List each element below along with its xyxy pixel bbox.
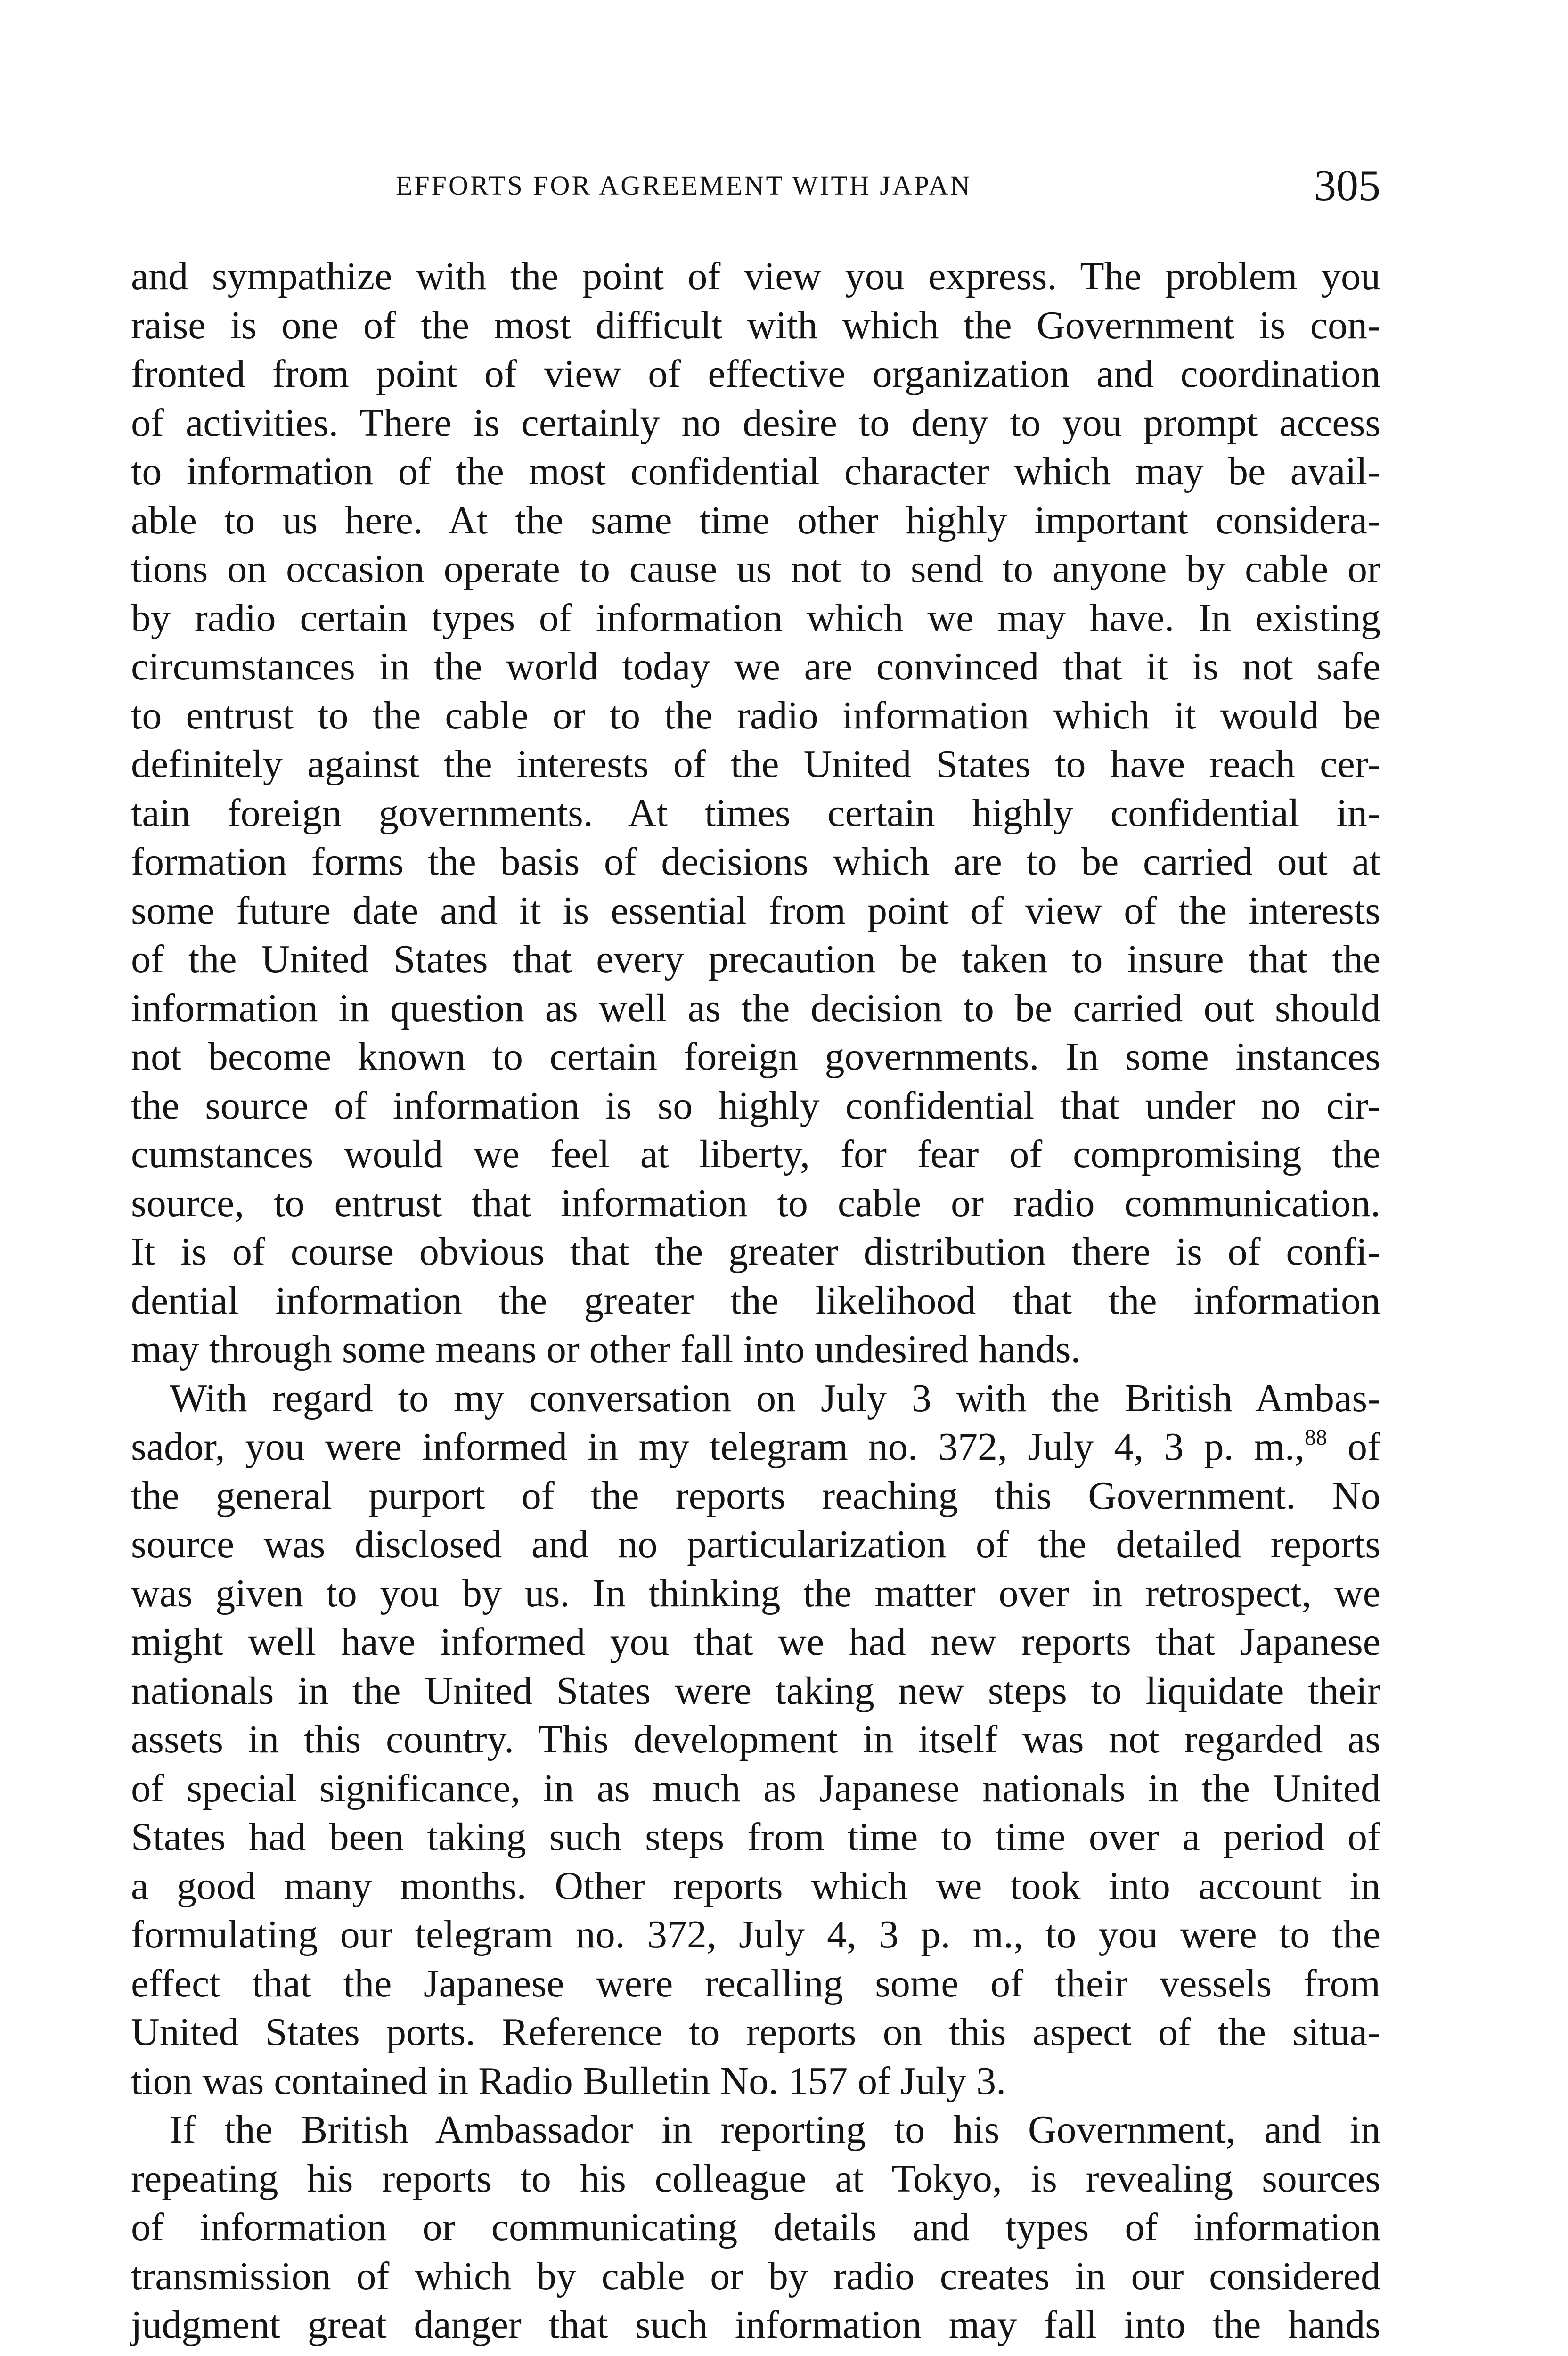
text-line: It is of course obvious that the greater distribution there is of confi- [131,1230,1380,1274]
text-segment: of [1327,1425,1380,1469]
text-line: of activities. There is certainly no desire to deny to you prompt access [131,401,1380,445]
text-line: to entrust to the cable or to the radio information which it would be [131,693,1380,737]
text-line: With regard to my conversation on July 3 with the British Ambas- [170,1376,1380,1420]
text-line: source was disclosed and no particularization of the detailed reports [131,1522,1380,1566]
text-line: tions on occasion operate to cause us not to send to anyone by cable or [131,547,1380,591]
text-line: transmission of which by cable or by radio creates in our considered [131,2254,1380,2298]
text-line: States had been taking such steps from time to time over a period of [131,1815,1380,1859]
footnote-reference: 88 [1304,1425,1327,1450]
text-line: to information of the most confidential character which may be avail- [131,450,1380,493]
text-line: fronted from point of view of effective organization and coordination [131,352,1380,396]
text-line: of the United States that every precaution be taken to insure that the [131,937,1380,981]
text-line: effect that the Japanese were recalling some of their vessels from [131,1961,1380,2005]
text-line: by radio certain types of information which we may have. In existing [131,596,1380,640]
text-line: the source of information is so highly confidential that under no cir- [131,1083,1380,1128]
text-line: raise is one of the most difficult with which the Government is con- [131,303,1380,347]
text-segment: sador, you were informed in my telegram no. 372, July 4, 3 p. m., [131,1425,1305,1469]
text-line: repeating his reports to his colleague at Tokyo, is revealing sources [131,2156,1380,2201]
text-line: assets in this country. This development in itself was not regarded as [131,1718,1380,1761]
text-line: and sympathize with the point of view you express. The problem you [131,254,1380,298]
text-line: formation forms the basis of decisions which are to be carried out at [131,840,1380,884]
text-line: cumstances would we feel at liberty, for fear of compromising the [131,1132,1380,1176]
running-title: EFFORTS FOR AGREEMENT WITH JAPAN [396,170,972,201]
text-line: not become known to certain foreign governments. In some instances [131,1035,1380,1079]
text-line: of information or communicating details and types of information [131,2205,1380,2249]
text-line: a good many months. Other reports which we took into account in [131,1864,1380,1908]
text-line: nationals in the United States were taking new steps to liquidate their [131,1669,1380,1713]
text-line: able to us here. At the same time other highly important considera- [131,498,1380,542]
text-line: United States ports. Reference to reports on this aspect of the situa- [131,2010,1380,2054]
text-line: judgment great danger that such information may fall into the hands [131,2303,1380,2347]
text-line: definitely against the interests of the United States to have reach cer- [131,742,1380,786]
text-line: of special significance, in as much as Japanese nationals in the United [131,1766,1380,1810]
text-line: information in question as well as the decision to be carried out should [131,986,1380,1030]
text-line: If the British Ambassador in reporting to his Government, and in [170,2108,1380,2151]
text-line: tion was contained in Radio Bulletin No. 157 of July 3. [131,2059,1006,2103]
text-line: source, to entrust that information to cable or radio communication. [131,1181,1380,1225]
text-line: was given to you by us. In thinking the matter over in retrospect, we [131,1571,1380,1615]
body-text [131,252,1380,2349]
text-line: might well have informed you that we had new reports that Japanese [131,1620,1380,1664]
text-line: may through some means or other fall into undesired hands. [131,1327,1081,1371]
text-line: tain foreign governments. At times certain highly confidential in- [131,791,1380,835]
running-header [0,160,1380,210]
text-line: dential information the greater the likelihood that the information [131,1278,1380,1323]
page-number: 305 [1314,161,1380,210]
text-line-with-footnote-ref [131,1423,1380,1472]
text-line: the general purport of the reports reaching this Government. No [131,1473,1380,1518]
text-line: formulating our telegram no. 372, July 4, 3 p. m., to you were to the [131,1913,1380,1956]
text-line: some future date and it is essential from point of view of the interests [131,888,1380,933]
text-line: circumstances in the world today we are convinced that it is not safe [131,645,1380,688]
